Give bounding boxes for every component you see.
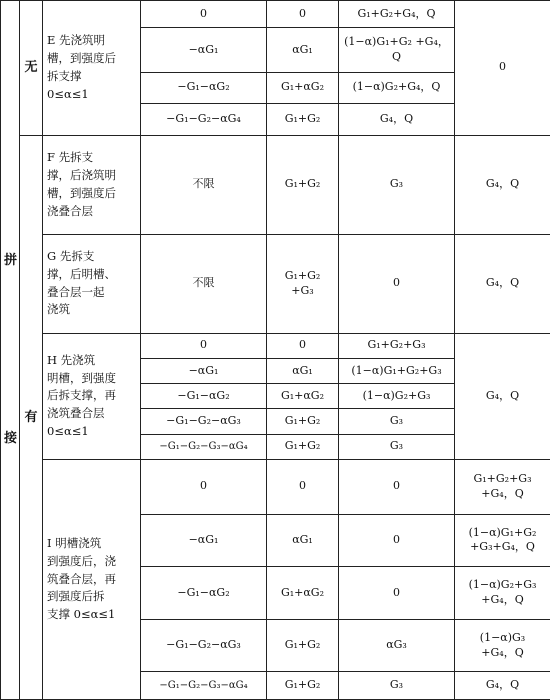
- cell: (1−α)G₂+G₃: [339, 384, 455, 409]
- cell: (1−α)G₁+G₂ +G₃+G₄，Q: [455, 514, 550, 567]
- side-label-wu: 无: [20, 1, 43, 136]
- cell: G₁+G₂+G₃ +G₄，Q: [455, 459, 550, 514]
- cell: 0: [141, 459, 267, 514]
- cell: 0: [339, 567, 455, 620]
- cell: 0: [267, 459, 339, 514]
- method-f-description: F 先拆支 撑，后浇筑明 槽，到强度后 浇叠合层: [43, 135, 141, 234]
- cell: G₁+G₂: [267, 619, 339, 672]
- cell: G₁+G₂: [267, 135, 339, 234]
- cell: −G₁−G₂−αG₄: [141, 104, 267, 136]
- cell: −αG₁: [141, 514, 267, 567]
- cell: 不限: [141, 234, 267, 333]
- method-i-description: I 明槽浇筑 到强度后，浇 筑叠合层，再 到强度后拆 支撑 0≤α≤1: [43, 459, 141, 699]
- cell: 0: [339, 459, 455, 514]
- cell: 0: [267, 1, 339, 28]
- cell: (1−α)G₁+G₂ +G₄，Q: [339, 28, 455, 72]
- cell: G₄，Q: [455, 333, 550, 459]
- cell: 不限: [141, 135, 267, 234]
- cell: −G₁−αG₂: [141, 72, 267, 104]
- cell: G₁+αG₂: [267, 72, 339, 104]
- cell: 0: [455, 1, 550, 136]
- cell: −G₁−αG₂: [141, 567, 267, 620]
- cell: 0: [267, 333, 339, 358]
- cell: G₁+G₂: [267, 434, 339, 459]
- cell: −G₁−G₂−G₃−αG₄: [141, 672, 267, 700]
- cell: −αG₁: [141, 358, 267, 383]
- cell: αG₃: [339, 619, 455, 672]
- side-label-pinjie: 拼 接: [1, 1, 20, 700]
- cell: (1−α)G₂+G₃ +G₄，Q: [455, 567, 550, 620]
- cell: 0: [141, 333, 267, 358]
- cell: −G₁−G₂−αG₃: [141, 409, 267, 434]
- cell: G₄，Q: [339, 104, 455, 136]
- table-row: [1, 459, 550, 514]
- cell: −G₁−G₂−αG₃: [141, 619, 267, 672]
- cell: G₃: [339, 409, 455, 434]
- cell: G₄，Q: [455, 234, 550, 333]
- table-row: [1, 333, 550, 358]
- cell: −αG₁: [141, 28, 267, 72]
- table-row: [1, 234, 550, 333]
- cell: 0: [339, 514, 455, 567]
- method-g-description: G 先拆支 撑，后明槽、 叠合层一起 浇筑: [43, 234, 141, 333]
- cell: (1−α)G₂+G₄，Q: [339, 72, 455, 104]
- cell: G₃: [339, 672, 455, 700]
- cell: G₃: [339, 434, 455, 459]
- method-e-description: E 先浇筑明 槽，到强度后 拆支撑 0≤α≤1: [43, 1, 141, 136]
- cell: G₃: [339, 135, 455, 234]
- cell: −G₁−αG₂: [141, 384, 267, 409]
- cell: G₁+G₂ +G₃: [267, 234, 339, 333]
- cell: G₁+G₂+G₃: [339, 333, 455, 358]
- cell: αG₁: [267, 514, 339, 567]
- cell: G₁+G₂: [267, 409, 339, 434]
- cell: 0: [339, 234, 455, 333]
- cell: G₁+G₂+G₄，Q: [339, 1, 455, 28]
- cell: −G₁−G₂−G₃−αG₄: [141, 434, 267, 459]
- method-h-description: H 先浇筑 明槽，到强度 后拆支撑，再 浇筑叠合层 0≤α≤1: [43, 333, 141, 459]
- cell: (1−α)G₃ +G₄，Q: [455, 619, 550, 672]
- cell: G₁+G₂: [267, 672, 339, 700]
- table-row: [1, 1, 550, 28]
- cell: αG₁: [267, 28, 339, 72]
- cell: (1−α)G₁+G₂+G₃: [339, 358, 455, 383]
- cell: αG₁: [267, 358, 339, 383]
- side-label-you: 有: [20, 135, 43, 699]
- table-row: [1, 135, 550, 234]
- cell: G₄，Q: [455, 672, 550, 700]
- cell: G₁+αG₂: [267, 384, 339, 409]
- cell: G₁+αG₂: [267, 567, 339, 620]
- cell: G₁+G₂: [267, 104, 339, 136]
- cell: G₄，Q: [455, 135, 550, 234]
- cell: 0: [141, 1, 267, 28]
